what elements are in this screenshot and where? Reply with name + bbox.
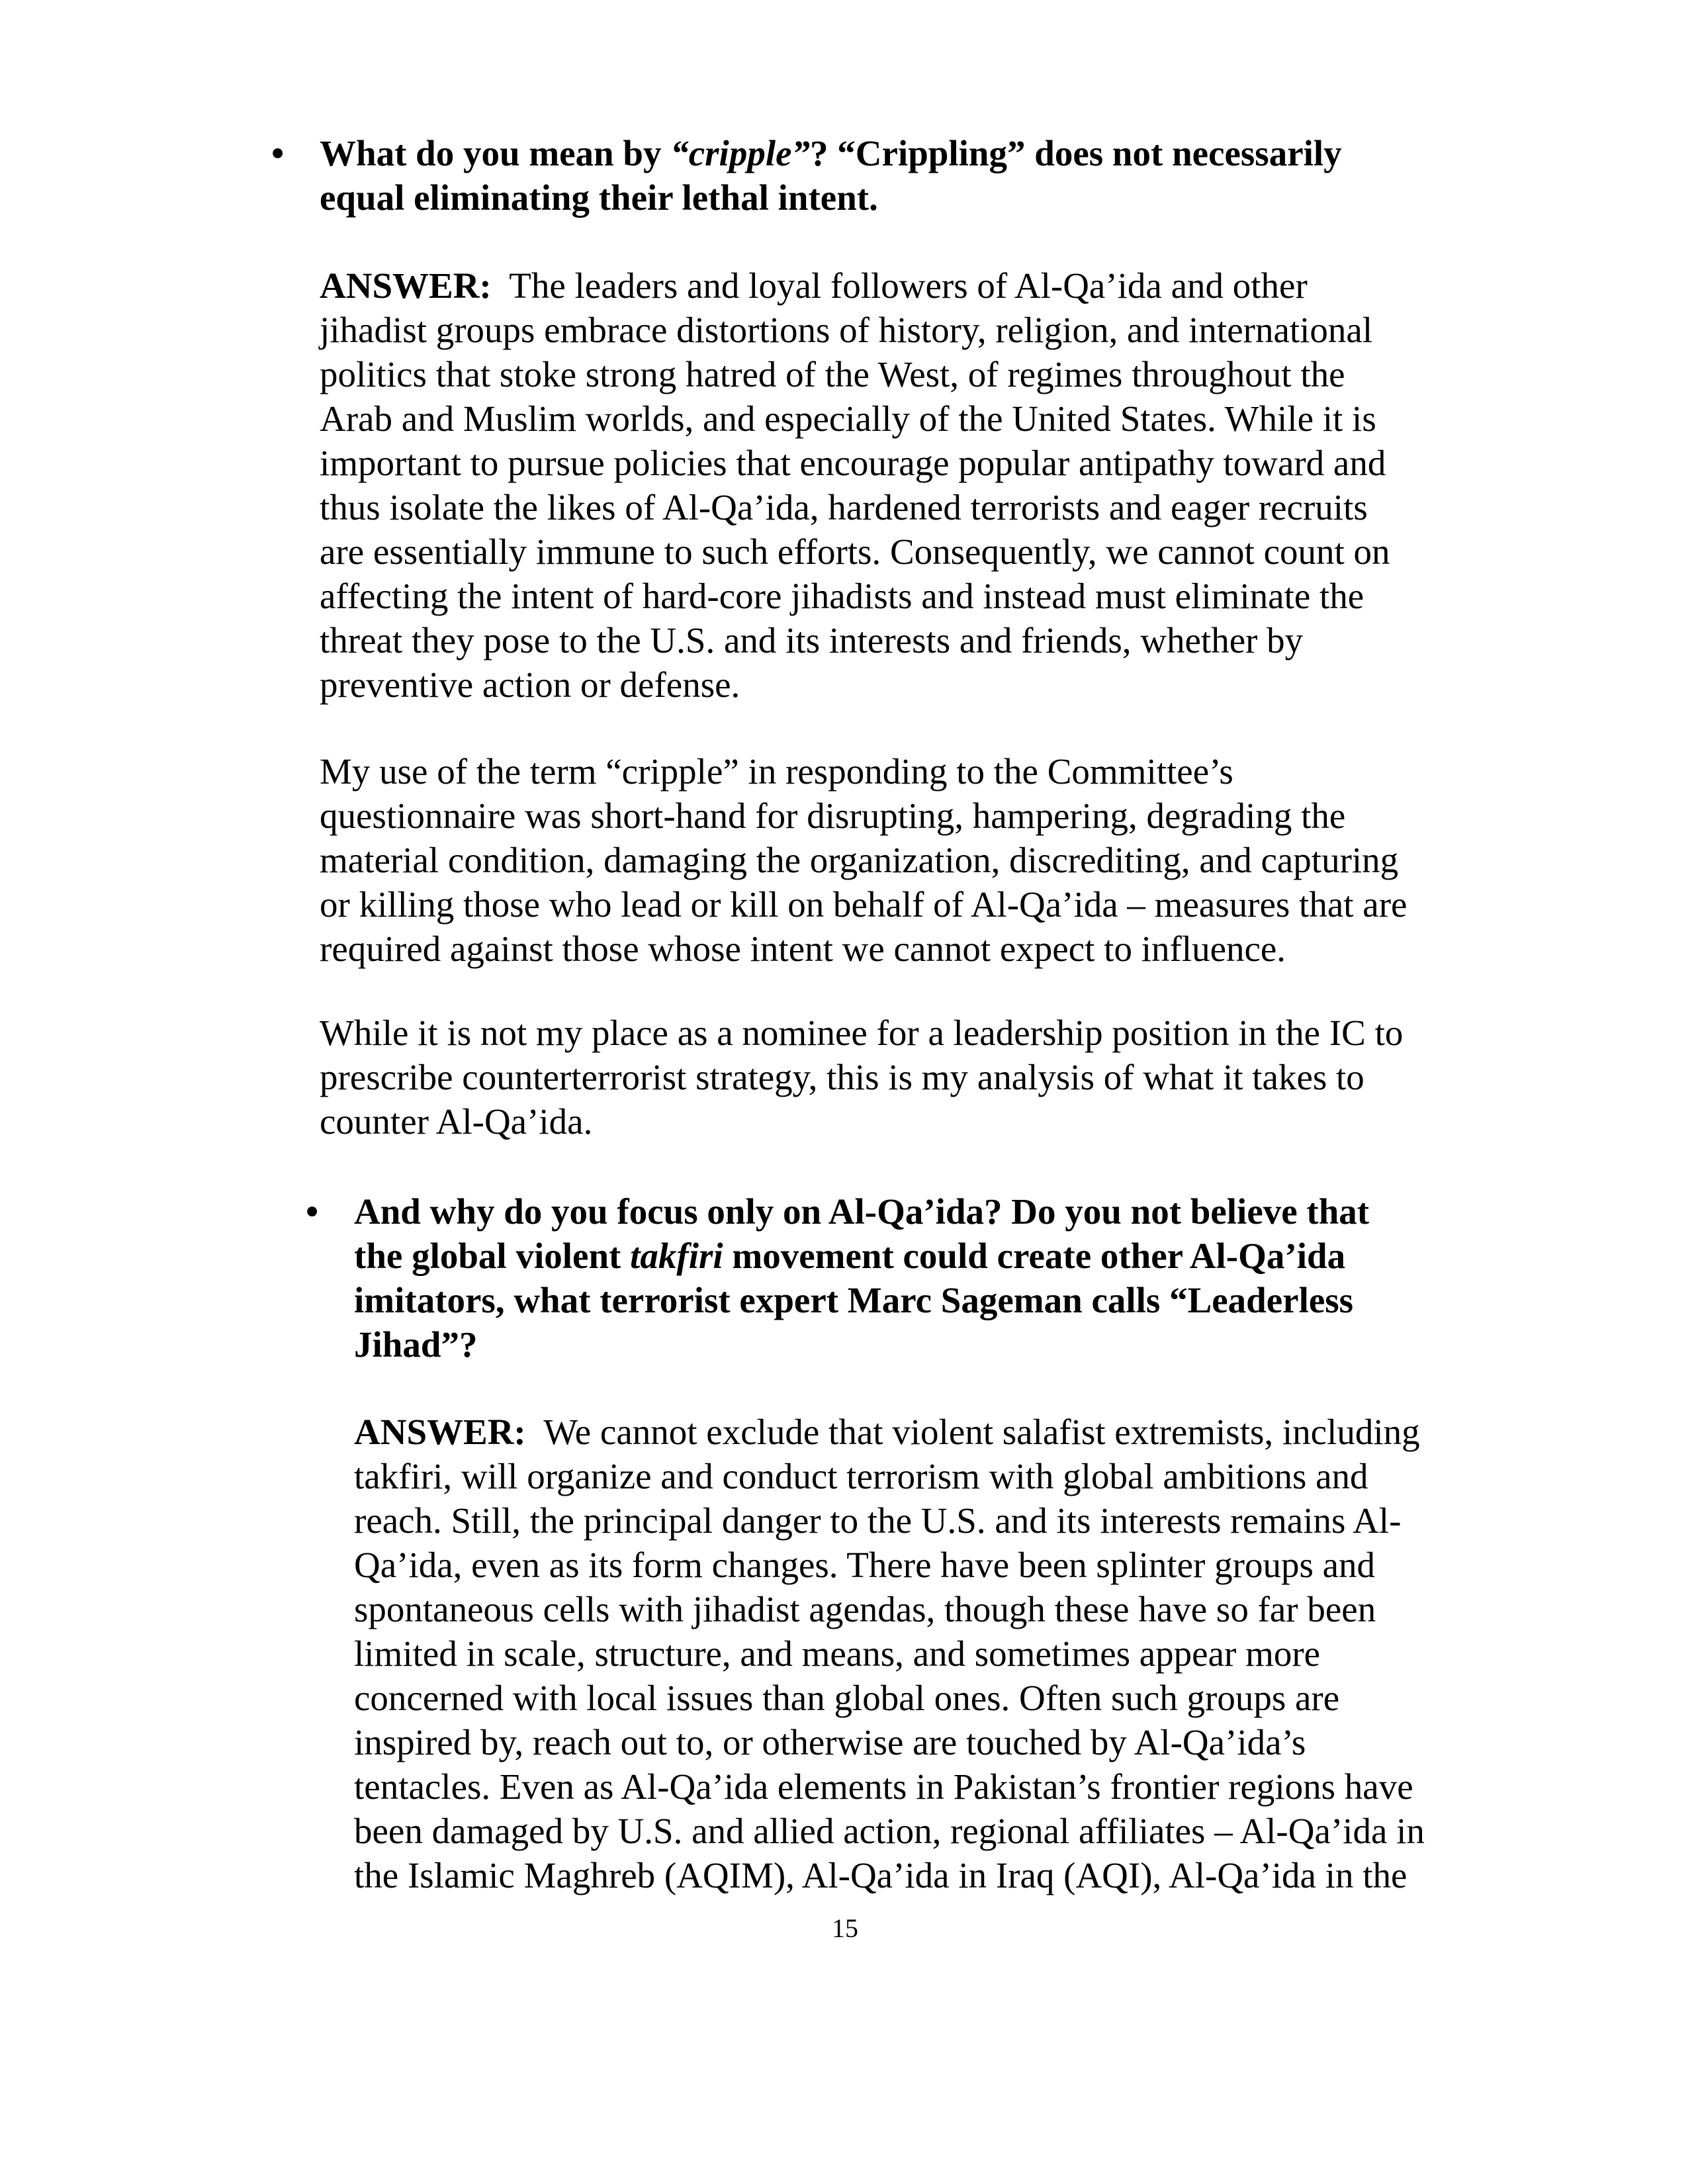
question-2: [354, 1189, 1369, 1367]
answer-2: [354, 1410, 1425, 1897]
answer-1-line: preventive action or defense.: [320, 664, 740, 705]
answer-2-line: limited in scale, structure, and means, and sometimes appear more: [354, 1633, 1321, 1674]
answer-2-line: Qa’ida, even as its form changes. There have been splinter groups and: [354, 1545, 1376, 1585]
answer-1: [320, 263, 1390, 707]
text: The leaders and loyal followers of Al-Qa’ida and other: [491, 265, 1308, 306]
paragraph-line: counter Al-Qa’ida.: [320, 1101, 593, 1142]
answer-2-line: been damaged by U.S. and allied action, regional affiliates – Al-Qa’ida in: [354, 1811, 1425, 1851]
question-1-line: [320, 131, 1342, 175]
answer-2-line: reach. Still, the principal danger to the U.S. and its interests remains Al-: [354, 1500, 1402, 1541]
paragraph-line: While it is not my place as a nominee for a leadership position in the IC to: [320, 1013, 1404, 1053]
answer-1-line: threat they pose to the U.S. and its interests and friends, whether by: [320, 620, 1304, 660]
bullet-icon: •: [271, 133, 285, 173]
paragraph-line: material condition, damaging the organization, discrediting, and capturing: [320, 840, 1399, 880]
question-2-line: [354, 1234, 1369, 1278]
paragraph-line: prescribe counterterrorist strategy, this is my analysis of what it takes to: [320, 1057, 1364, 1097]
answer-1-line: are essentially immune to such efforts. Consequently, we cannot count on: [320, 531, 1390, 572]
answer-1-line: [320, 263, 1390, 308]
question-2-line: imitators, what terrorist expert Marc Sageman calls “Leaderless: [354, 1280, 1354, 1320]
paragraph-line: or killing those who lead or kill on behalf of Al-Qa’ida – measures that are: [320, 884, 1407, 925]
question-2-line: Jihad”?: [354, 1324, 478, 1365]
answer-1-line: jihadist groups embrace distortions of history, religion, and international: [320, 310, 1373, 350]
paragraph-line: required against those whose intent we cannot expect to influence.: [320, 929, 1286, 969]
italic-term: takfiri: [630, 1236, 723, 1276]
question-1-line: equal eliminating their lethal intent.: [320, 177, 878, 218]
answer-2-line: the Islamic Maghreb (AQIM), Al-Qa’ida in Iraq (AQI), Al-Qa’ida in the: [354, 1855, 1407, 1895]
page-number: 15: [832, 1913, 858, 1943]
text: the global violent: [354, 1236, 631, 1276]
bullet-icon: •: [306, 1191, 319, 1232]
answer-2-line: takfiri, will organize and conduct terrorism with global ambitions and: [354, 1456, 1368, 1496]
answer-1-line: thus isolate the likes of Al-Qa’ida, hardened terrorists and eager recruits: [320, 487, 1368, 527]
answer-2-line: concerned with local issues than global ones. Often such groups are: [354, 1678, 1340, 1718]
answer-1-line: important to pursue policies that encourage popular antipathy toward and: [320, 443, 1386, 483]
answer-label: ANSWER:: [354, 1412, 526, 1452]
answer-2-line: tentacles. Even as Al-Qa’ida elements in Pakistan’s frontier regions have: [354, 1766, 1413, 1807]
question-1: [320, 131, 1342, 220]
text: What do you mean by: [320, 133, 671, 173]
question-2-line: And why do you focus only on Al-Qa’ida? Do you not believe that: [354, 1191, 1370, 1232]
text: movement could create other Al-Qa’ida: [723, 1236, 1346, 1276]
answer-2-line: [354, 1410, 1425, 1454]
paragraph-line: questionnaire was short-hand for disrupting, hampering, degrading the: [320, 796, 1346, 836]
paragraph-2: [320, 749, 1407, 971]
answer-1-line: politics that stoke strong hatred of the West, of regimes throughout the: [320, 354, 1345, 394]
answer-label: ANSWER:: [320, 265, 492, 306]
answer-2-line: spontaneous cells with jihadist agendas, though these have so far been: [354, 1589, 1376, 1629]
text: ? “Crippling” does not necessarily: [810, 133, 1342, 173]
italic-term: “cripple”: [670, 133, 811, 173]
answer-2-line: inspired by, reach out to, or otherwise are touched by Al-Qa’ida’s: [354, 1722, 1306, 1762]
paragraph-line: My use of the term “cripple” in responding to the Committee’s: [320, 751, 1233, 792]
text: We cannot exclude that violent salafist extremists, including: [525, 1412, 1420, 1452]
paragraph-3: [320, 1011, 1403, 1144]
answer-1-line: affecting the intent of hard-core jihadists and instead must eliminate the: [320, 576, 1364, 616]
answer-1-line: Arab and Muslim worlds, and especially of the United States. While it is: [320, 398, 1376, 439]
